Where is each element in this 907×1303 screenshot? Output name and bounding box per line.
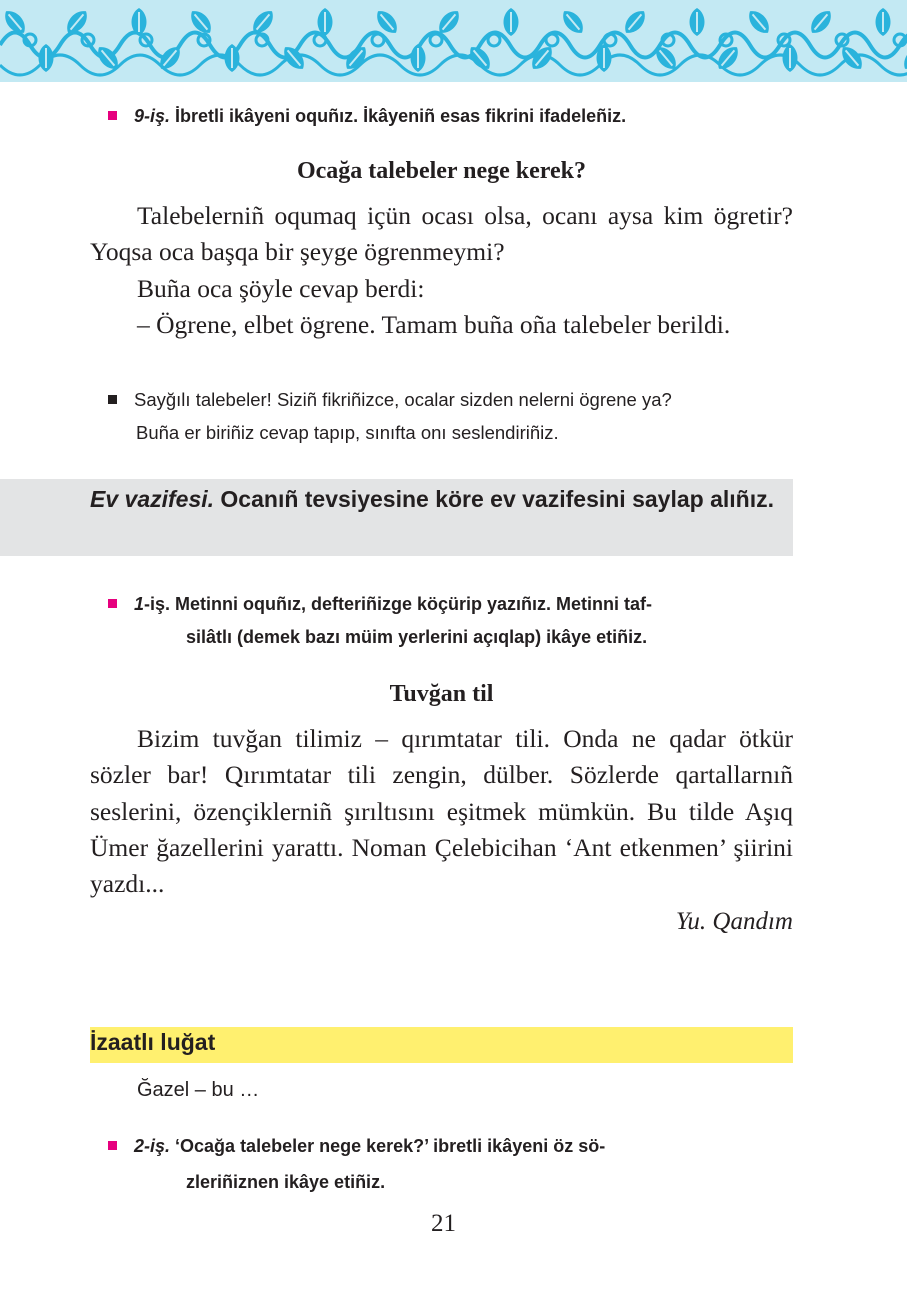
glossary-entry: Ğazel – bu … [137, 1079, 260, 1101]
task-text: Metinni oquñız, defteriñizge köçürip yazıñız. Metinni taf- [170, 594, 653, 614]
page-number: 21 [431, 1210, 456, 1237]
homework-instruction: Ocanıñ tevsiyesine köre ev vazifesini saylap alıñız. [214, 486, 774, 512]
story-paragraph: Bizim tuvğan tilimiz – qırımtatar tili. Onda ne qadar ötkür sözler bar! Qırımtatar tili zengin, dülber. Sözlerde qartallarnıñ seslerini, özençiklerniñ şırıltısını eşitmek mümkün. Bu tilde Aşıq Ümer ğazellerini yarattı. Noman Çelebicihan ‘Ant etkenmen’ şiirini yazdı... [90, 724, 793, 899]
story-body [90, 721, 793, 902]
homework-text [90, 479, 796, 518]
homework-label: Ev vazifesi. [90, 486, 215, 512]
story-title: Ocağa talebeler nege kerek? [296, 158, 587, 184]
floral-ornament-banner [0, 0, 907, 82]
story-paragraph: – Ögrene, elbet ögrene. Tamam buña oña talebeler berildi. [137, 309, 731, 339]
question-line: Buña er biriñiz cevap tapıp, sınıfta onı seslendiriñiz. [136, 422, 559, 443]
task-number: 1 [134, 594, 145, 614]
task-number: 2-iş. [134, 1136, 171, 1156]
black-bullet-icon [108, 395, 117, 404]
task-9-instruction [108, 100, 626, 133]
pink-bullet-icon [108, 599, 117, 608]
question-line: Sayğılı talebeler! Siziñ fikriñizce, ocalar sizden nelerni ögrene ya? [134, 389, 672, 410]
task-number-suffix: -iş. [144, 594, 171, 614]
floral-ornament-icon [0, 0, 907, 82]
pink-bullet-icon [108, 111, 117, 120]
task-2-instruction [108, 1130, 605, 1163]
story-paragraph: Buña oca şöyle cevap berdi: [137, 273, 425, 303]
task-text: ‘Ocağa talebeler nege kerek?’ ibretli ikâyeni öz sö- [170, 1136, 606, 1156]
glossary-title: İzaatlı luğat [90, 1029, 216, 1055]
task-number: 9-iş. [134, 106, 171, 126]
story-paragraph: Talebelerniñ oqumaq içün ocası olsa, ocanı aysa kim ögretir? Yoqsa oca başqa bir şeyge ögrenmeymi? [90, 201, 793, 267]
story-body [90, 198, 793, 343]
story-author: Yu. Qandım [675, 908, 793, 935]
task-text-continued: silâtlı (demek bazı müim yerlerini açıqlap) ikâye etiñiz. [186, 627, 648, 647]
story-title: Tuvğan til [389, 681, 494, 707]
task-text: İbretli ikâyeni oquñız. İkâyeniñ esas fikrini ifadeleñiz. [170, 106, 627, 126]
pink-bullet-icon [108, 1141, 117, 1150]
task-text-continued: zleriñiznen ikâye etiñiz. [186, 1172, 386, 1192]
discussion-question [108, 383, 808, 449]
task-1-instruction [108, 588, 652, 621]
